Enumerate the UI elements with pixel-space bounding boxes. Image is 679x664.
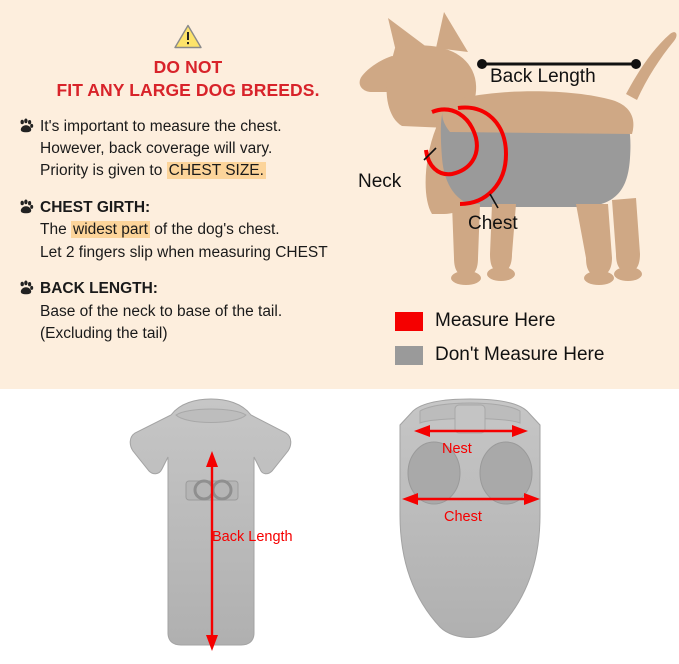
paw-icon	[18, 280, 34, 296]
paw-icon	[18, 199, 34, 215]
paw-icon	[18, 118, 34, 134]
dog-label-neck: Neck	[358, 171, 402, 192]
legend-item-no-measure	[395, 344, 604, 366]
bullet-2-heading: CHEST GIRTH:	[40, 198, 151, 216]
info-column	[18, 24, 358, 346]
bullet-3-line-1: Base of the neck to base of the tail.	[40, 302, 283, 320]
legend-swatch-gray	[395, 346, 423, 365]
dog-label-chest: Chest	[468, 213, 518, 234]
bullet-2-line-1	[40, 219, 358, 241]
warning-title	[18, 56, 358, 102]
dog-label-back-length: Back Length	[490, 66, 596, 87]
legend-swatch-red	[395, 312, 423, 331]
warning-triangle-icon	[18, 24, 358, 54]
bullet-3-heading: BACK LENGTH:	[40, 280, 158, 298]
bullet-1-line-3-prefix: Priority is given to	[40, 162, 167, 180]
legend	[395, 310, 604, 378]
bullet-2-line-2: Let 2 fingers slip when measuring CHEST	[40, 243, 328, 261]
highlight-widest-part: widest part	[73, 221, 148, 239]
legend-label-no-measure: Don't Measure Here	[435, 344, 605, 365]
legend-label-measure: Measure Here	[435, 310, 556, 331]
garment-label-chest: Chest	[444, 509, 482, 525]
bullet-1-line-3	[40, 160, 358, 182]
garment-label-nest: Nest	[442, 441, 472, 457]
bullet-back-length	[18, 278, 358, 345]
warning-line-2: FIT ANY LARGE DOG BREEDS.	[56, 79, 320, 100]
bullet-1-line-2: However, back coverage will vary.	[40, 139, 273, 157]
garment-front-view	[130, 399, 291, 651]
bullet-chest-girth	[18, 197, 358, 264]
dog-measurement-diagram	[340, 8, 679, 298]
garment-photos-panel	[0, 389, 679, 659]
warning-line-1: DO NOT	[153, 57, 223, 77]
garment-label-back-length: Back Length	[212, 529, 293, 545]
bullet-chest-priority	[18, 116, 358, 183]
bullet-3-line-2: (Excluding the tail)	[40, 325, 168, 343]
bullet-2-prefix: The	[40, 221, 72, 239]
bullet-1-line-1: It's important to measure the chest.	[40, 117, 282, 135]
legend-item-measure	[395, 310, 604, 332]
highlight-chest-size: CHEST SIZE.	[168, 162, 264, 180]
bullet-2-suffix: of the dog's chest.	[149, 221, 280, 239]
